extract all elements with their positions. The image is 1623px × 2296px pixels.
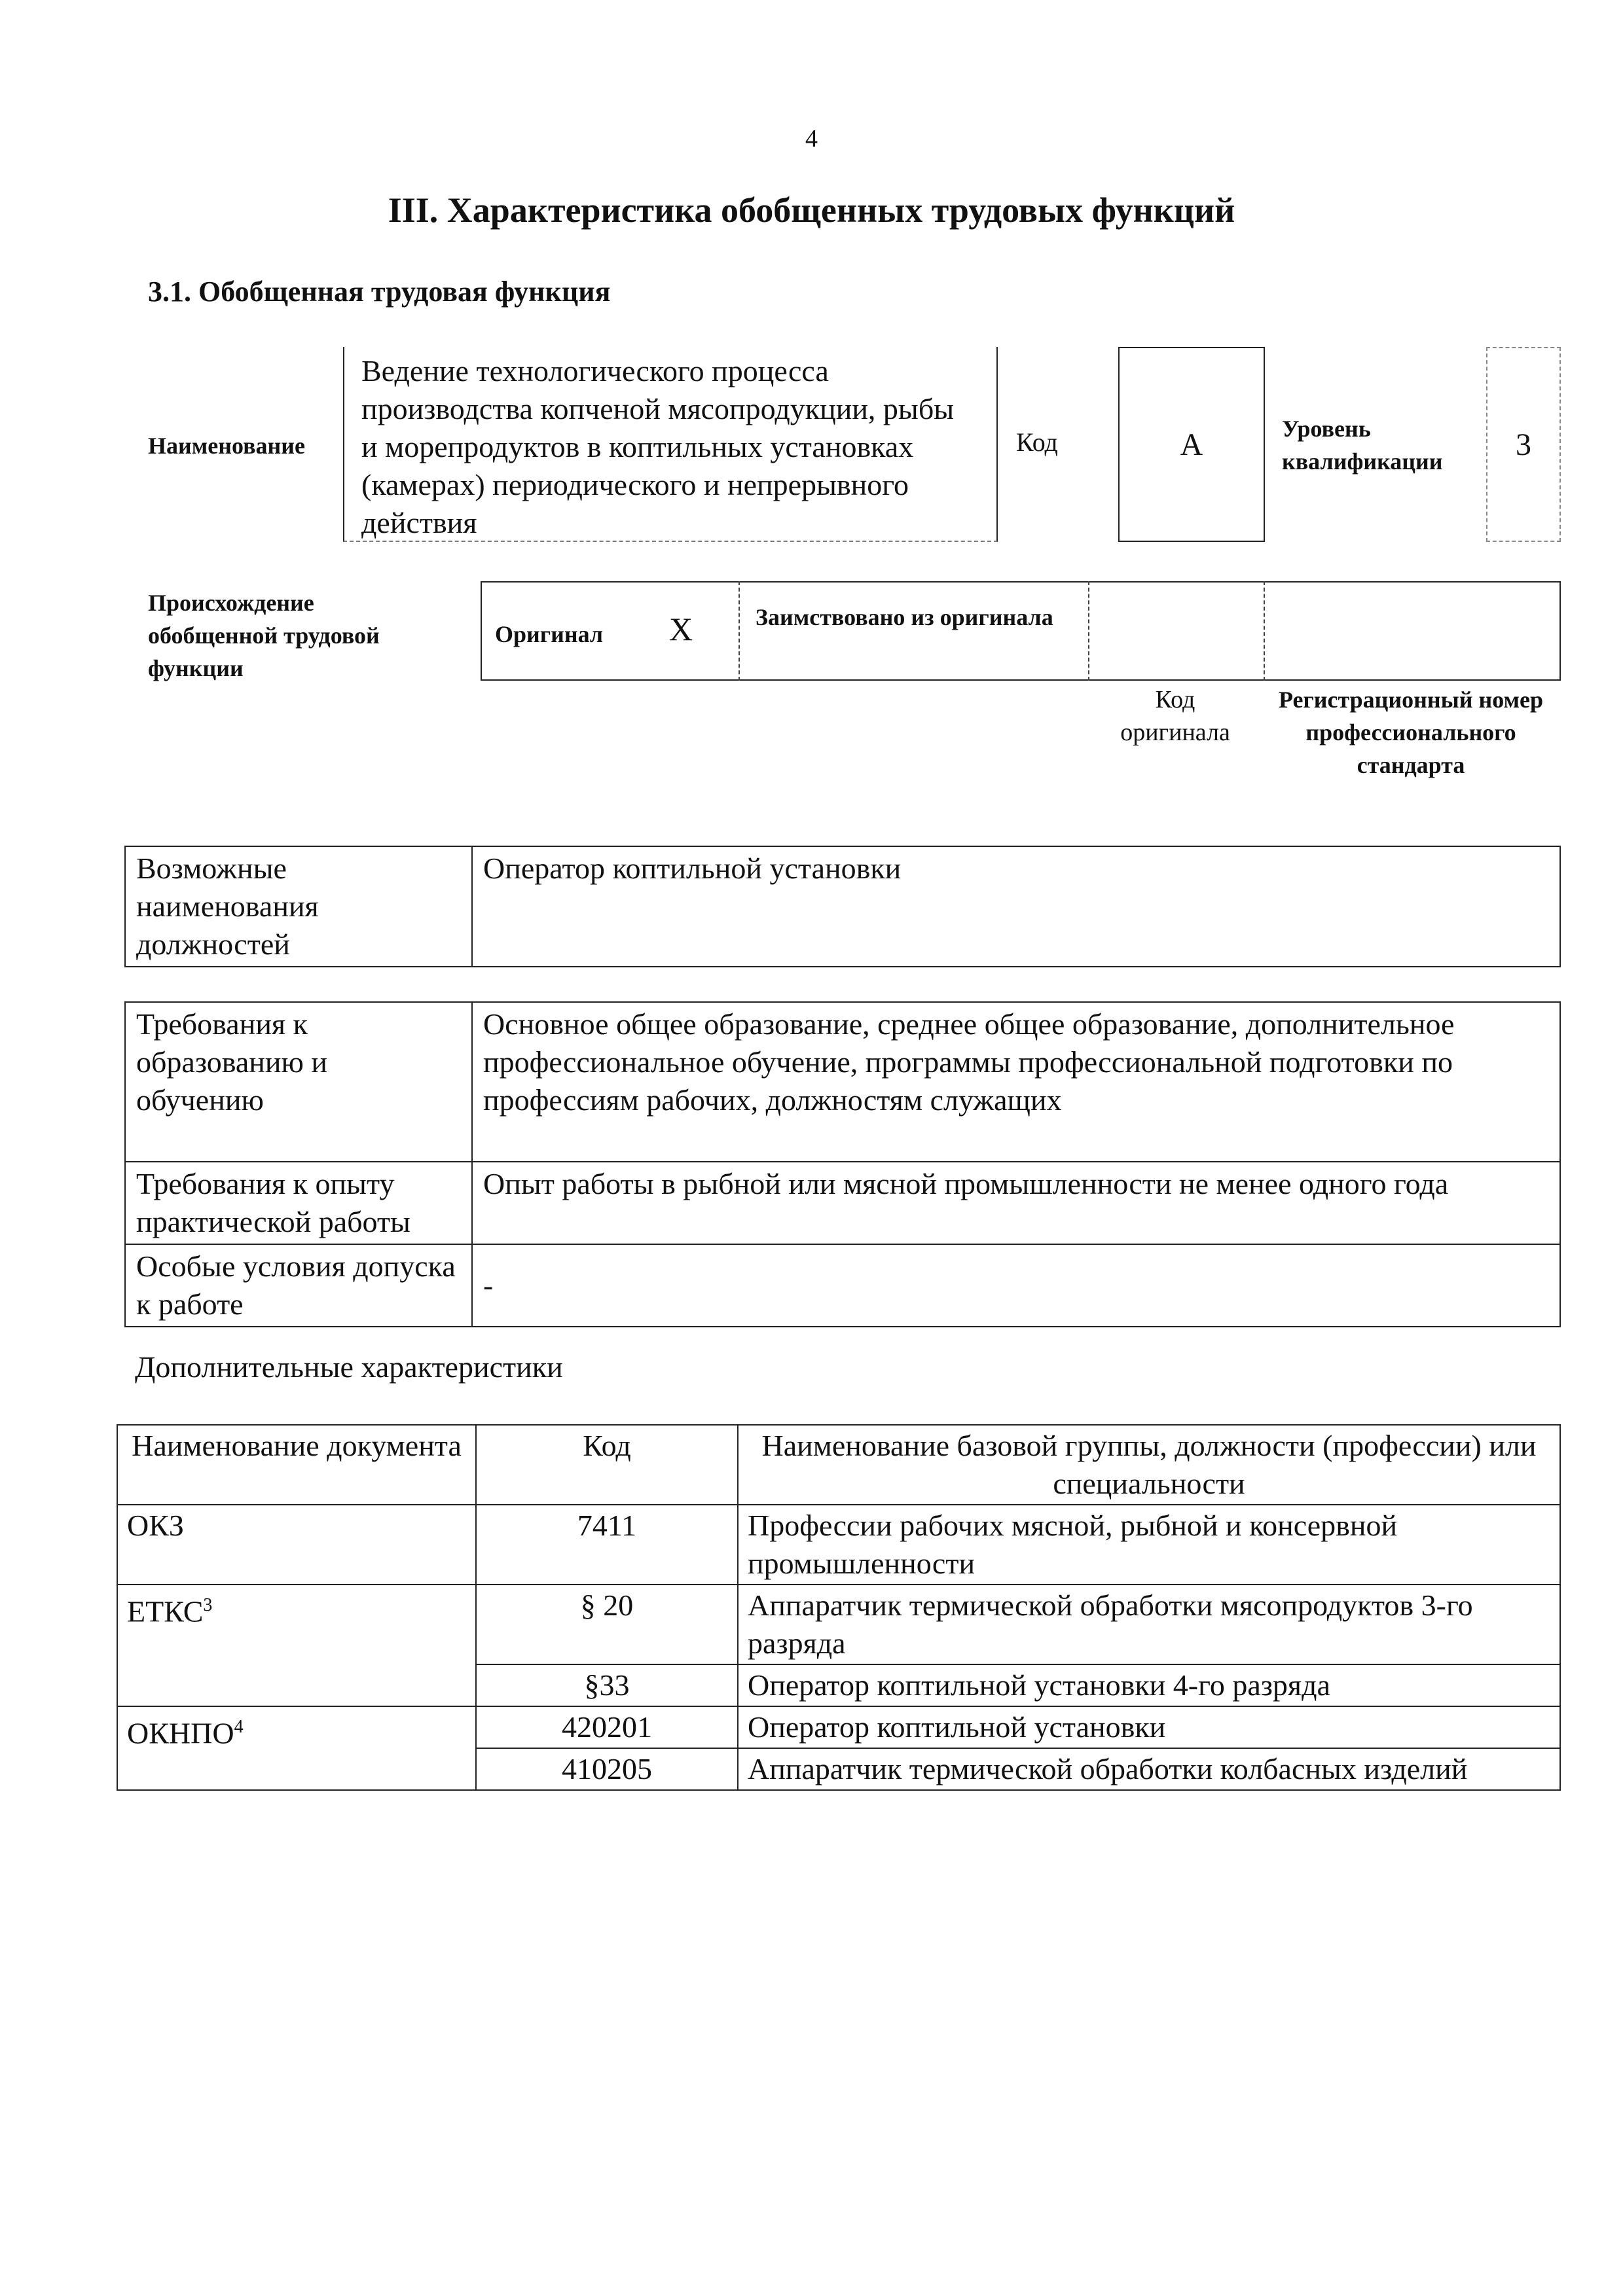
profession-cell: Аппаратчик термической обработки колбасных изделий (738, 1748, 1560, 1790)
origin-divider-3 (1264, 581, 1266, 681)
requirement-label: Особые условия допуска к работе (125, 1244, 472, 1327)
requirement-label: Требования к образованию и обучению (125, 1002, 472, 1162)
profession-cell: Оператор коптильной установки (738, 1706, 1560, 1748)
borrowed-label: Заимствовано из оригинала (756, 604, 1053, 630)
origin-divider-1 (739, 581, 741, 681)
table-row (117, 1706, 1560, 1748)
code-value: А (1180, 427, 1203, 462)
code-cell: §33 (476, 1664, 738, 1706)
positions-table (124, 846, 1561, 967)
origin-divider-2 (1088, 581, 1091, 681)
positions-value: Оператор коптильной установки (472, 846, 1560, 967)
profession-cell: Оператор коптильной установки 4-го разряда (738, 1664, 1560, 1706)
doc-cell (117, 1505, 476, 1585)
original-label: Оригинал (495, 621, 604, 647)
profession-cell: Аппаратчик термической обработки мясопродуктов 3-го разряда (738, 1585, 1560, 1664)
requirement-value: Основное общее образование, среднее общее образование, дополнительное профессиональное обучение, программы профессиональной подготовки по профессиям рабочих, должностям служащих (472, 1002, 1560, 1162)
doc-name: ОКНПО (127, 1716, 234, 1750)
level-label: Уровень квалификации (1282, 416, 1443, 475)
code-label: Код (1016, 427, 1058, 457)
header-code: Код (476, 1425, 738, 1505)
positions-row (125, 846, 1560, 967)
page-number: 4 (805, 125, 818, 152)
function-name-box (343, 347, 998, 542)
table-header-row (117, 1425, 1560, 1505)
code-cell: 420201 (476, 1706, 738, 1748)
additional-title: Дополнительные характеристики (135, 1350, 563, 1384)
profession-cell: Профессии рабочих мясной, рыбной и консервной промышленности (738, 1505, 1560, 1585)
level-box (1486, 347, 1561, 542)
requirement-value: Опыт работы в рыбной или мясной промышленности не менее одного года (472, 1162, 1560, 1244)
header-document: Наименование документа (117, 1425, 476, 1505)
code-box (1118, 347, 1265, 542)
original-mark: X (669, 611, 693, 647)
additional-table (117, 1424, 1561, 1791)
section-subtitle: 3.1. Обобщенная трудовая функция (148, 276, 611, 308)
footnote-marker: 4 (234, 1717, 244, 1737)
requirement-value: - (472, 1244, 1560, 1327)
doc-cell (117, 1706, 476, 1790)
code-cell: 7411 (476, 1505, 738, 1585)
level-value: 3 (1516, 427, 1531, 462)
origin-label: Происхождение обобщенной трудовой функции (148, 590, 380, 681)
doc-cell (117, 1585, 476, 1706)
table-row (117, 1505, 1560, 1585)
doc-name: ОКЗ (127, 1509, 184, 1542)
reg-number-caption: Регистрационный номер профессионального стандарта (1278, 687, 1544, 778)
table-row (117, 1585, 1560, 1664)
code-cell: 410205 (476, 1748, 738, 1790)
requirements-table (124, 1001, 1561, 1327)
section-title: III. Характеристика обобщенных трудовых функций (388, 190, 1235, 230)
code-original-caption: Код оригинала (1120, 686, 1230, 746)
header-profession: Наименование базовой группы, должности (профессии) или специальности (738, 1425, 1560, 1505)
function-name-value: Ведение технологического процесса производства копченой мясопродукции, рыбы и морепродуктов в коптильных установках (камерах) периодического и непрерывного действия (361, 354, 955, 539)
footnote-marker: 3 (203, 1595, 213, 1615)
table-row (125, 1244, 1560, 1327)
requirement-label: Требования к опыту практической работы (125, 1162, 472, 1244)
table-row (125, 1002, 1560, 1162)
table-row (125, 1162, 1560, 1244)
function-name-label: Наименование (148, 433, 305, 459)
doc-name: ЕТКС (127, 1594, 204, 1628)
positions-label: Возможные наименования должностей (125, 846, 472, 967)
code-cell: § 20 (476, 1585, 738, 1664)
